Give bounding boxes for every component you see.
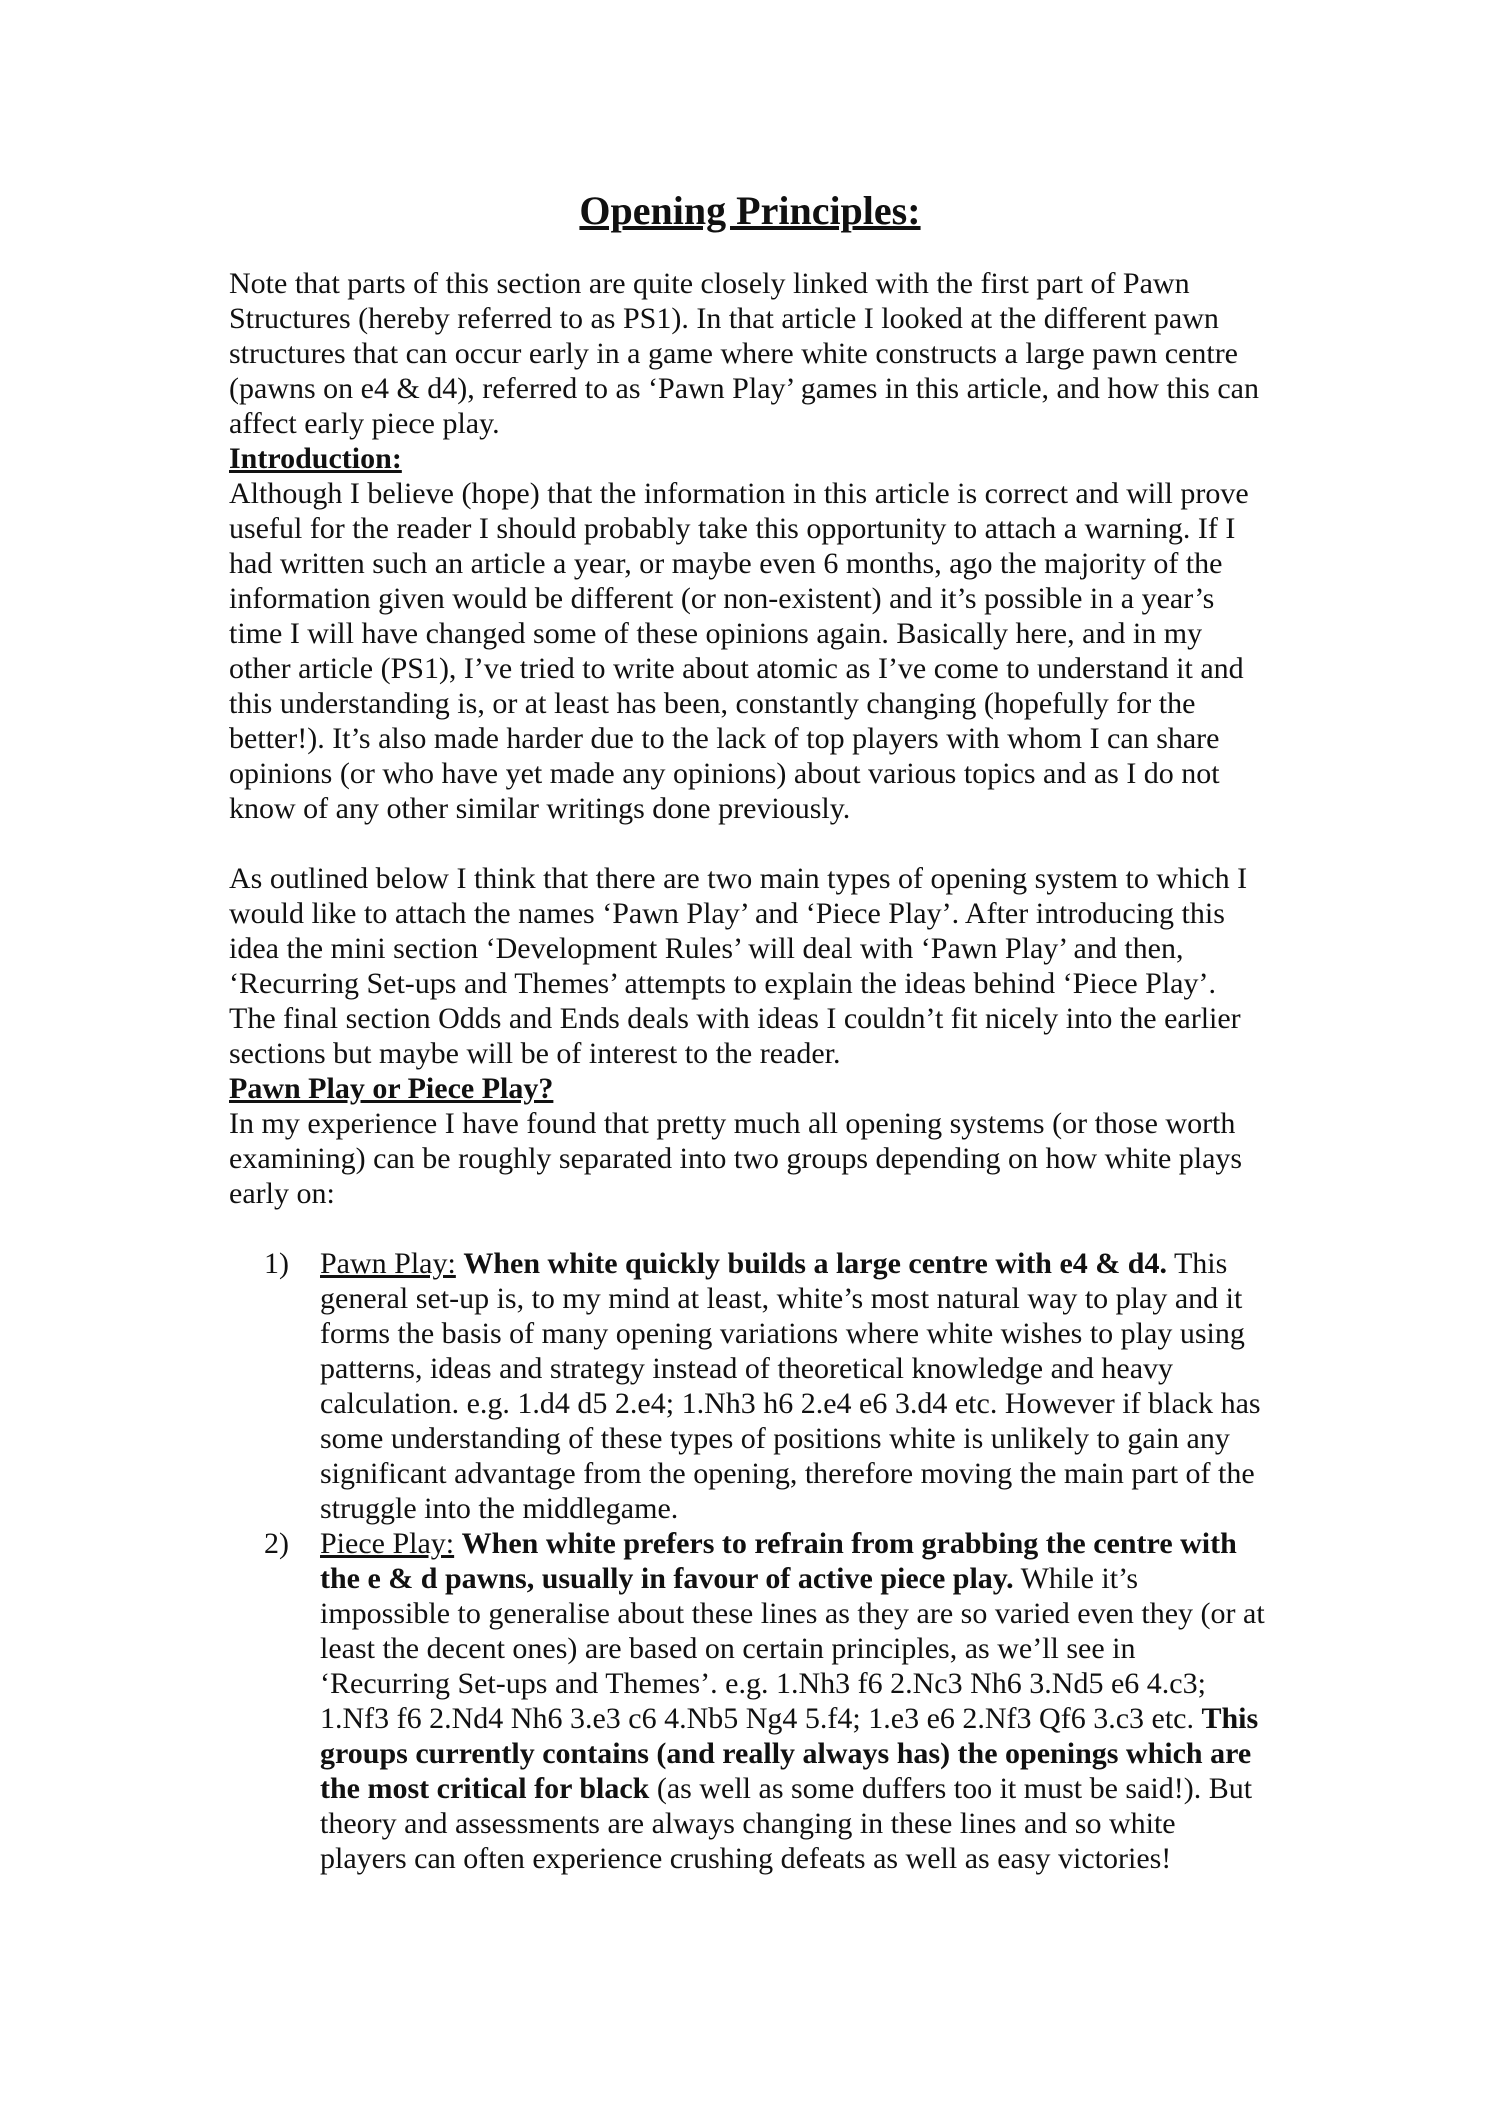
text-line: would like to attach the names ‘Pawn Play’ and ‘Piece Play’. After introducing this: [229, 897, 1225, 930]
text-line: The final section Odds and Ends deals with ideas I couldn’t fit nicely into the earlier: [229, 1002, 1241, 1035]
list-item: [229, 1246, 1309, 1526]
section-heading: Introduction:: [229, 442, 402, 475]
text-line: structures that can occur early in a game where white constructs a large pawn centre: [229, 337, 1238, 370]
paragraph: [229, 266, 1309, 441]
text-span: impossible to generalise about these lines as they are so varied even they (or at: [320, 1597, 1265, 1630]
text-line: [320, 1386, 1309, 1421]
text-line: [320, 1841, 1309, 1876]
text-line: opinions (or who have yet made any opinions) about various topics and as I do not: [229, 757, 1220, 790]
term-label: Pawn Play:: [320, 1247, 456, 1280]
text-line: information given would be different (or non-existent) and it’s possible in a year’s: [229, 582, 1215, 615]
blank-line: [229, 1211, 1309, 1246]
text-span: struggle into the middlegame.: [320, 1492, 679, 1525]
text-line: In my experience I have found that pretty much all opening systems (or those worth: [229, 1107, 1236, 1140]
text-span: forms the basis of many opening variations where white wishes to play using: [320, 1317, 1245, 1350]
text-line: [320, 1771, 1309, 1806]
list-item: [229, 1526, 1309, 1876]
list-number: 1): [264, 1247, 289, 1280]
text-line: [320, 1456, 1309, 1491]
text-line: better!). It’s also made harder due to the lack of top players with whom I can share: [229, 722, 1220, 755]
text-line: ‘Recurring Set-ups and Themes’ attempts to explain the ideas behind ‘Piece Play’.: [229, 967, 1216, 1000]
text-line: [320, 1421, 1309, 1456]
text-line: time I will have changed some of these opinions again. Basically here, and in my: [229, 617, 1203, 650]
text-span: 1.Nf3 f6 2.Nd4 Nh6 3.e3 c6 4.Nb5 Ng4 5.f4; 1.e3 e6 2.Nf3 Qf6 3.c3 etc.: [320, 1702, 1202, 1735]
text-line: Although I believe (hope) that the information in this article is correct and will prove: [229, 477, 1249, 510]
text-span: significant advantage from the opening, therefore moving the main part of the: [320, 1457, 1255, 1490]
bold-text: When white quickly builds a large centre with e4 & d4.: [463, 1247, 1167, 1280]
document-body: [229, 266, 1309, 1876]
text-line: sections but maybe will be of interest to the reader.: [229, 1037, 841, 1070]
text-line: (pawns on e4 & d4), referred to as ‘Pawn Play’ games in this article, and how this can: [229, 372, 1259, 405]
list-number: 2): [264, 1527, 289, 1560]
text-line: this understanding is, or at least has been, constantly changing (hopefully for the: [229, 687, 1196, 720]
numbered-list: [229, 1246, 1309, 1876]
text-line: early on:: [229, 1177, 335, 1210]
text-span: patterns, ideas and strategy instead of theoretical knowledge and heavy: [320, 1352, 1174, 1385]
text-line: [320, 1806, 1309, 1841]
bold-text: the most critical for black: [320, 1772, 650, 1805]
text-line: [320, 1351, 1309, 1386]
text-line: [320, 1561, 1309, 1596]
text-span: This: [1166, 1247, 1228, 1280]
text-line: affect early piece play.: [229, 407, 500, 440]
term-label: Piece Play:: [320, 1527, 455, 1560]
paragraph: [229, 861, 1309, 1071]
text-line: examining) can be roughly separated into two groups depending on how white plays: [229, 1142, 1243, 1175]
text-span: [454, 1527, 462, 1560]
paragraph: [229, 1106, 1309, 1211]
bold-text: This: [1201, 1702, 1259, 1735]
bold-text: the e & d pawns, usually in favour of active piece play.: [320, 1562, 1014, 1595]
text-line: [320, 1491, 1309, 1526]
text-line: [320, 1281, 1309, 1316]
text-line: [320, 1701, 1309, 1736]
blank-line: [229, 826, 1309, 861]
text-span: (as well as some duffers too it must be said!). But: [649, 1772, 1253, 1805]
text-span: ‘Recurring Set-ups and Themes’. e.g. 1.Nh3 f6 2.Nc3 Nh6 3.Nd5 e6 4.c3;: [320, 1667, 1206, 1700]
section-heading: Pawn Play or Piece Play?: [229, 1072, 554, 1105]
text-span: some understanding of these types of positions white is unlikely to gain any: [320, 1422, 1230, 1455]
text-line: [320, 1246, 1309, 1281]
text-line: other article (PS1), I’ve tried to write about atomic as I’ve come to understand it and: [229, 652, 1244, 685]
page-title: Opening Principles:: [579, 188, 921, 233]
text-span: calculation. e.g. 1.d4 d5 2.e4; 1.Nh3 h6 2.e4 e6 3.d4 etc. However if black has: [320, 1387, 1261, 1420]
text-line: [320, 1666, 1309, 1701]
text-line: [320, 1631, 1309, 1666]
text-line: [320, 1316, 1309, 1351]
text-span: While it’s: [1013, 1562, 1139, 1595]
bold-text: groups currently contains (and really always has) the openings which are: [320, 1737, 1252, 1770]
text-line: useful for the reader I should probably take this opportunity to attach a warning. If I: [229, 512, 1236, 545]
text-line: Structures (hereby referred to as PS1). In that article I looked at the different pawn: [229, 302, 1219, 335]
text-line: [320, 1736, 1309, 1771]
bold-text: When white prefers to refrain from grabbing the centre with: [461, 1527, 1237, 1560]
text-line: [320, 1526, 1309, 1561]
text-line: Note that parts of this section are quite closely linked with the first part of Pawn: [229, 267, 1190, 300]
text-line: As outlined below I think that there are two main types of opening system to which I: [229, 862, 1248, 895]
text-span: general set-up is, to my mind at least, white’s most natural way to play and it: [320, 1282, 1243, 1315]
text-line: idea the mini section ‘Development Rules’ will deal with ‘Pawn Play’ and then,: [229, 932, 1184, 965]
text-line: had written such an article a year, or maybe even 6 months, ago the majority of the: [229, 547, 1223, 580]
text-span: least the decent ones) are based on certain principles, as we’ll see in: [320, 1632, 1136, 1665]
paragraph: [229, 476, 1309, 826]
text-line: [320, 1596, 1309, 1631]
text-span: theory and assessments are always changing in these lines and so white: [320, 1807, 1176, 1840]
text-line: know of any other similar writings done previously.: [229, 792, 851, 825]
text-span: players can often experience crushing defeats as well as easy victories!: [320, 1842, 1172, 1875]
